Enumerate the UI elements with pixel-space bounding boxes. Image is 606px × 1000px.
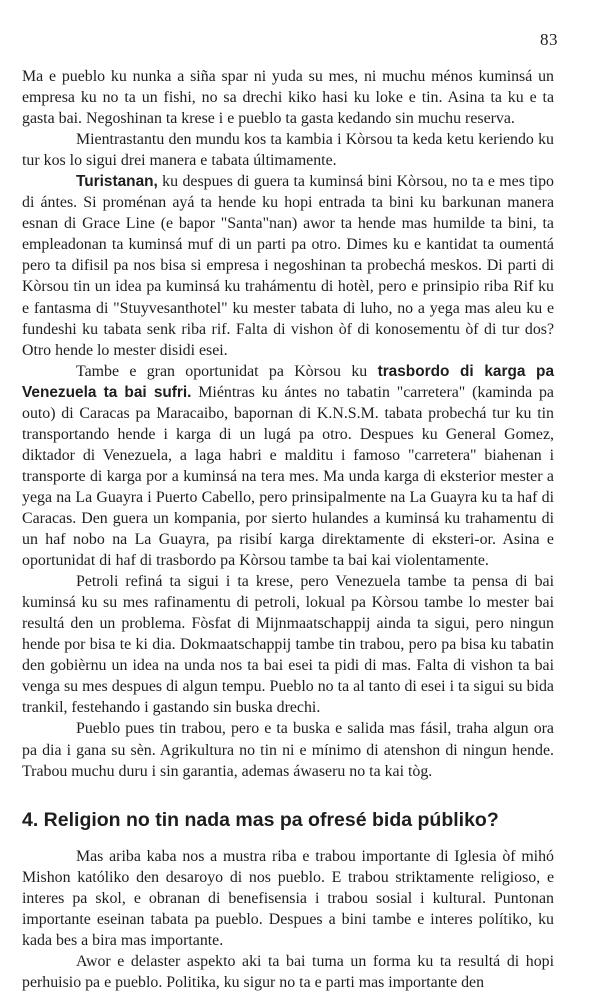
paragraph-3-lead: Turistanan,: [76, 173, 158, 191]
paragraph-3-text: ku despues di guera ta kuminsá bini Kòrsou, no ta e mes tipo di ántes. Si proménan ayá ta hende ku hopi entrada ta bini ku barkunan manera esnan di Grace Line (e bapor "Santa"nan) awor ta hende mas humilde ta bini, ta empleadonan ta kuminsá muf di un parti pa otro. Dimes ku e kantidat ta oumentá pero ta difisil pa nos bisa si empresa i negoshinan ta probechá meskos. Di parti di Kòrsou tin un idea pa kuminsá ku trahámentu di hotèl, pero e prinsipio riba Rif ku e fantasma di "Stuyvesanthotel" ku mester tabata di luho, no a yega mas aleu ku e fundeshi ku tabata senk riba rif. Falta di vishon òf di konosementu òf di tur dos? Otro hende lo mester disidi esei.: [22, 173, 554, 359]
section-heading: 4. Religion no tin nada mas pa ofresé bida públiko?: [22, 808, 499, 831]
paragraph-3: [22, 171, 554, 360]
paragraph-1: Ma e pueblo ku nunka a siña spar ni yuda su mes, ni muchu ménos kuminsá un empresa ku no ta un fishi, no sa drechi kiko hasi ku loke e tin. Asina ta ku e ta gasta bai. Negoshinan ta krese i e pueblo ta gasta kedando sin muchu reserva.: [22, 68, 554, 128]
page-number: 83: [540, 30, 558, 49]
paragraph-4-pre: Tambe e gran oportunidat pa Kòrsou ku: [76, 362, 378, 380]
section-paragraph-1: Mas ariba kaba nos a mustra riba e trabou importante di Iglesia òf mihó Mishon katóliko den desaroyo di nos pueblo. E trabou striktamente religioso, e interes pa skol, e obranan di benefisensia i trabou sosial i kultural. Puntonan importante eseinan tabata pa pueblo. Despues a bini tambe e interes polítiko, ku kada bes a bira mas importante.: [22, 847, 554, 949]
page-body: [22, 66, 554, 993]
paragraph-4: [22, 361, 554, 571]
paragraph-5: Petroli refiná ta sigui i ta krese, pero Venezuela tambe ta pensa di bai kuminsá ku su mes rafinamentu di petroli, lokual pa Kòrsou tambe lo mester bai resultá den un problema. Fòsfat di Mijnmaatschappij ainda ta sigui, pero ningun hende por bisa te ki dia. Dokmaatschappij tambe tin trabou, pero pa bisa ku tabatin den gobièrnu un idea na unda nos ta bai esei ta pidi di mas. Falta di vishon ta bai venga su mes despues di algun tempu. Pueblo no ta al tanto di esei i ta sigui su bida trankil, festehando i gastando sin buska drechi.: [22, 573, 554, 717]
paragraph-2: Mientrastantu den mundu kos ta kambia i Kòrsou ta keda ketu keriendo ku tur kos lo sigui drei manera e tabata últimamente.: [22, 131, 554, 170]
paragraph-6: Pueblo pues tin trabou, pero e ta buska e salida mas fásil, traha algun ora pa dia i gana su sèn. Agrikultura no tin ni e mínimo di atenshon di ningun hende. Trabou muchu duru i sin garantia, ademas áwaseru no ta kai tòg.: [22, 720, 554, 780]
section-paragraph-2: Awor e delaster aspekto aki ta bai tuma un forma ku ta resultá di hopi perhuisio pa e pueblo. Politika, ku sigur no ta e parti mas importante den: [22, 952, 554, 991]
paragraph-4-text: Miéntras ku ántes no tabatin "carretera" (kaminda pa outo) di Caracas pa Maracaibo, bapornan di K.N.S.M. tabata probechá tur ku tin transportando hende i karga di un lugá pa otro. Despues ku General Gomez, diktador di Venezuela, a laga habri e malditu i famoso "carretera" biahenan i transporte di karga por a kuminsá na tera mes. Ma unda karga di eksterior mester a yega na La Guayra i Puerto Cabello, pero prinsipalmente na La Guayra ku ta haf di Caracas. Den guera un kompania, por sierto hulandes a kuminsá ku trahamentu di un haf nobo na La Guayra, pa risibí karga direktamente di eksteri-or. Asina e oportunidat di haf di trasbordo pa Kòrsou tambe ta bai kai violentamente.: [22, 383, 554, 570]
paragraph-4-lead: trasbordo di karga pa Venezuela ta bai sufri.: [22, 362, 554, 401]
